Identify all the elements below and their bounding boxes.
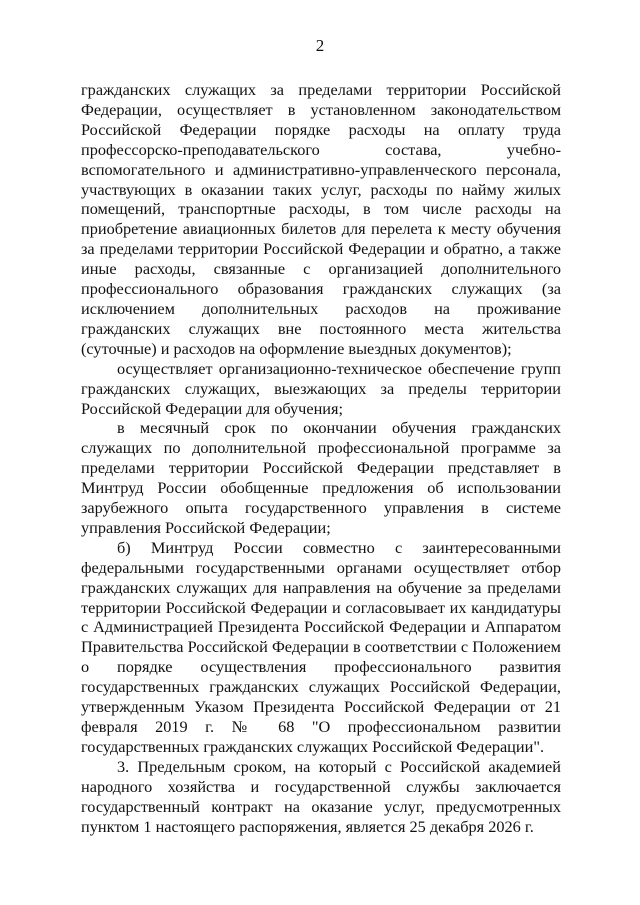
paragraph-subitem-b-selection: б) Минтруд России совместно с заинтересованными федеральными государственными органами осуществляет отбор гражданских служащих для направления на обучение за пределами территории Российской Федерации и согласовывает их кандидатуры с Администрацией Президента Российской Федерации и Аппаратом Правительства Российской Федерации в соответствии с Положением о порядке осуществления профессионального развития государственных гражданских служащих Российской Федерации, утвержденным Указом Президента Российской Федерации от 21 февраля 2019 г. № 68 "О профессиональном развитии государственных гражданских служащих Российской Федерации".	[81, 537, 561, 756]
paragraph-proposals: в месячный срок по окончании обучения гражданских служащих по дополнительной профессиональной программе за пределами территории Российской Федерации представляет в Минтруд России обобщенные предложения об использовании зарубежного опыта государственного управления в системе управления Российской Федерации;	[81, 418, 561, 537]
paragraph-technical-support: осуществляет организационно-техническое обеспечение групп гражданских служащих, выезжающих за пределы территории Российской Федерации для обучения;	[81, 358, 561, 418]
paragraph-item-3-deadline: 3. Предельным сроком, на который с Российской академией народного хозяйства и государственной службы заключается государственный контракт на оказание услуг, предусмотренных пунктом 1 настоящего распоряжения, является 25 декабря 2026 г.	[81, 756, 561, 836]
page-number: 2	[315, 36, 325, 55]
paragraph-continuation-expenses: гражданских служащих за пределами территории Российской Федерации, осуществляет в установленном законодательством Российской Федерации порядке расходы на оплату труда профессорско-преподавательского состава, учебно-вспомогательного и административно-управленческого персонала, участвующих в оказании таких услуг, расходы по найму жилых помещений, транспортные расходы, в том числе расходы на приобретение авиационных билетов для перелета к месту обучения за пределами территории Российской Федерации и обратно, а также иные расходы, связанные с организацией дополнительного профессионального образования гражданских служащих (за исключением дополнительных расходов на проживание гражданских служащих вне постоянного места жительства (суточные) и расходов на оформление выездных документов);	[81, 80, 561, 358]
document-body	[81, 80, 561, 836]
